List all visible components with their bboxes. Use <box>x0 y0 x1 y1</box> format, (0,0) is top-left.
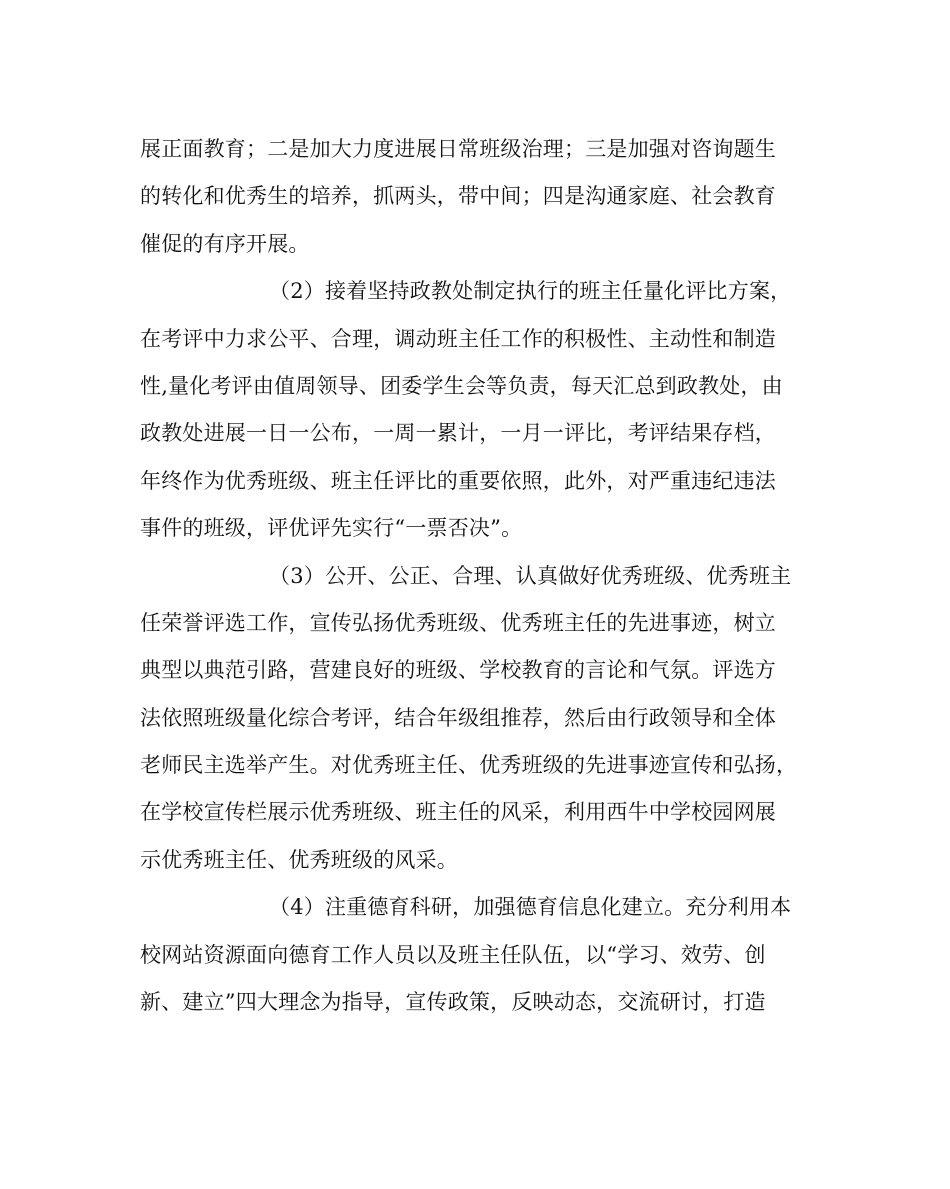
text-line-2: 的转化和优秀生的培养，抓两头，带中间；四是沟通家庭、社会教育 <box>140 184 776 209</box>
text-line-9: 事件的班级，评优评先实行“一票否决”。 <box>140 516 523 541</box>
text-line-18: 校网站资源面向德育工作人员以及班主任队伍，以“学习、效劳、创 <box>140 942 766 967</box>
document-body <box>140 126 820 1026</box>
text-line-5: 在考评中力求公平、合理，调动班主任工作的积极性、主动性和制造 <box>140 326 776 351</box>
text-line-19: 新、建立”四大理念为指导，宣传政策，反映动态，交流研讨，打造 <box>140 990 766 1015</box>
text-line-11: 任荣誉评选工作，宣传弘扬优秀班级、优秀班主任的先进事迹，树立 <box>140 610 776 635</box>
text-line-6: 性,量化考评由值周领导、团委学生会等负责，每天汇总到政教处，由 <box>140 373 783 398</box>
paragraph-3-first-line: （3）公开、公正、合理、认真做好优秀班级、优秀班主 <box>269 563 792 588</box>
text-line-1: 展正面教育；二是加大力度进展日常班级治理；三是加强对咨询题生 <box>140 137 776 161</box>
text-line-14: 老师民主选举产生。对优秀班主任、优秀班级的先进事迹宣传和弘扬， <box>140 753 798 778</box>
text-line-3: 催促的有序开展。 <box>140 231 310 256</box>
paragraph-4-first-line: （4）注重德育科研，加强德育信息化建立。充分利用本 <box>269 895 792 920</box>
text-line-12: 典型以典范引路，营建良好的班级、学校教育的言论和气氛。评选方 <box>140 658 776 683</box>
paragraph-2-first-line: （2）接着坚持政教处制定执行的班主任量化评比方案， <box>269 279 792 304</box>
text-line-13: 法依照班级量化综合考评，结合年级组推荐，然后由行政领导和全体 <box>140 705 776 730</box>
text-line-8: 年终作为优秀班级、班主任评比的重要依照，此外，对严重违纪违法 <box>140 468 776 493</box>
text-line-7: 政教处进展一日一公布，一周一累计，一月一评比，考评结果存档， <box>140 421 776 446</box>
text-line-15: 在学校宣传栏展示优秀班级、班主任的风采，利用西牛中学校园网展 <box>140 800 776 825</box>
text-line-16: 示优秀班主任、优秀班级的风采。 <box>140 847 458 872</box>
